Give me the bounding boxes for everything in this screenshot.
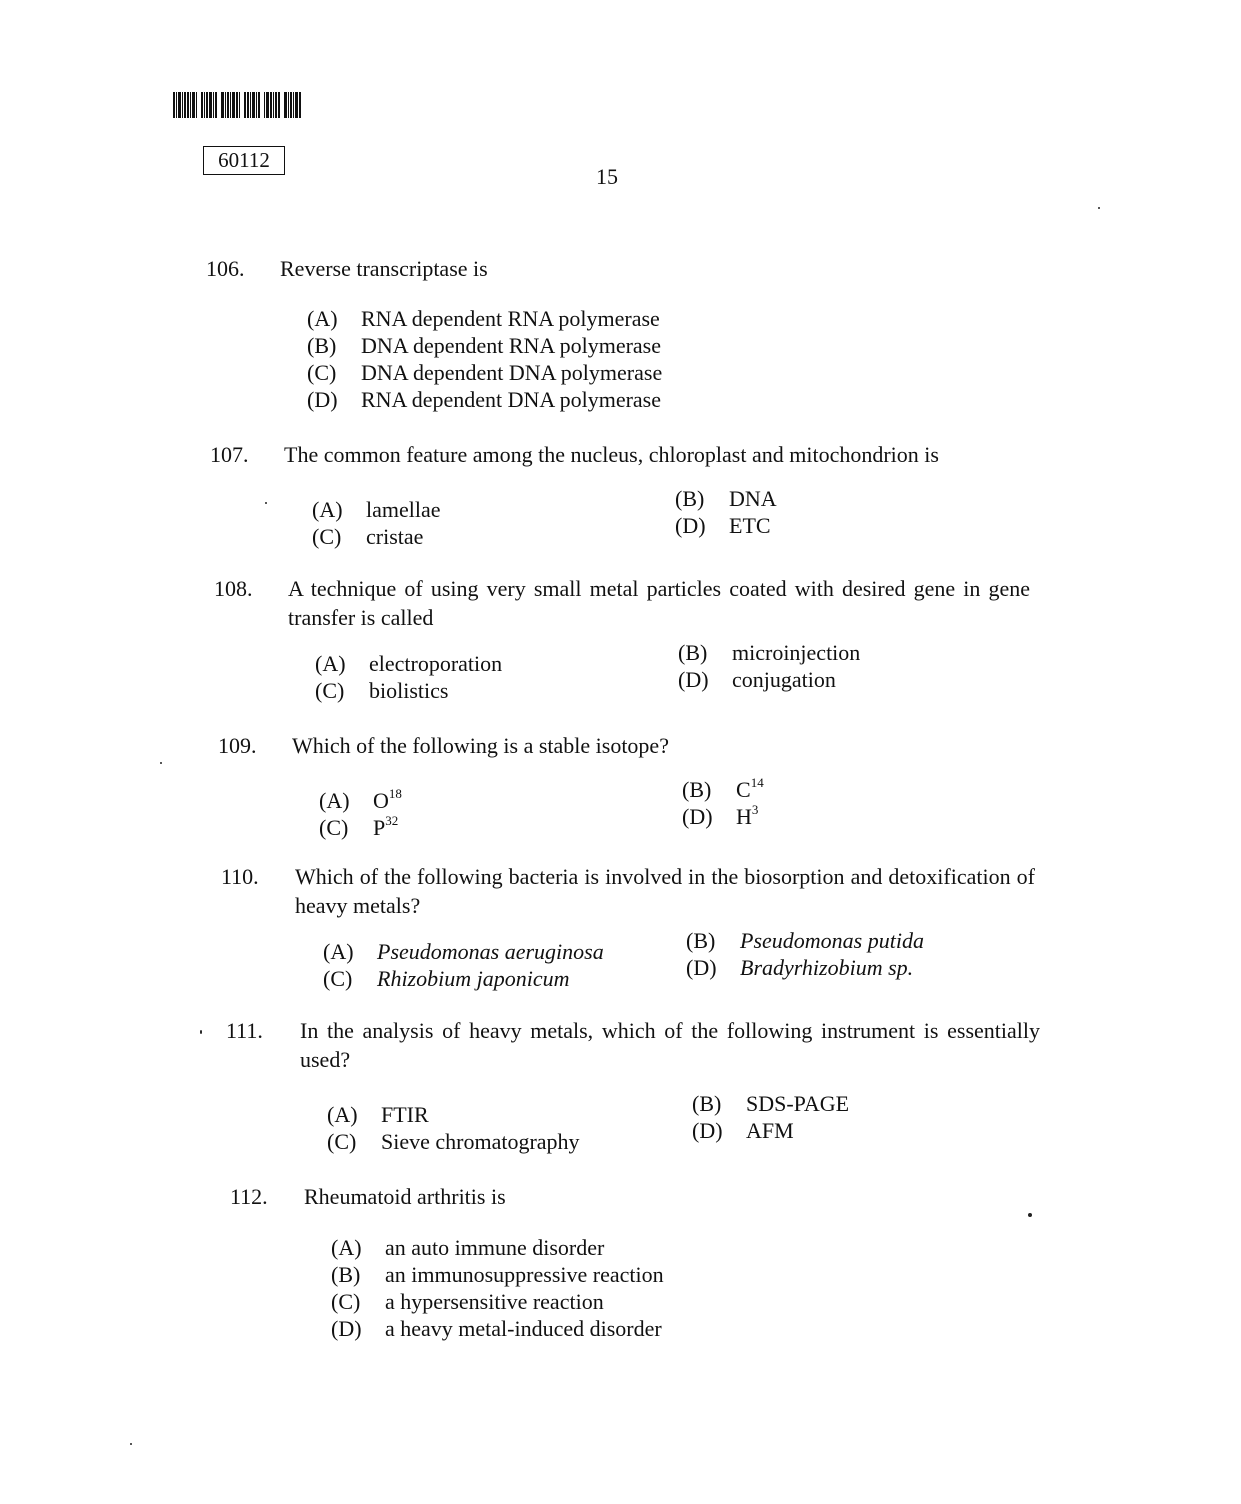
option-label: (D) — [331, 1316, 362, 1341]
option-text: a hypersensitive reaction — [385, 1289, 604, 1314]
option-112-a — [331, 1234, 604, 1261]
option-label: (D) — [692, 1118, 723, 1143]
option-111-b — [692, 1090, 849, 1117]
option-109-d — [682, 803, 758, 830]
question-number: 106. — [206, 256, 245, 281]
question-number: 110. — [221, 864, 259, 889]
option-110-d — [686, 954, 913, 981]
option-107-c — [312, 523, 423, 550]
option-label: (A) — [312, 497, 343, 522]
option-111-a — [327, 1101, 429, 1128]
question-number: 109. — [218, 733, 257, 758]
option-112-d — [331, 1315, 662, 1342]
option-text: H — [736, 804, 752, 829]
option-label: (D) — [682, 804, 713, 829]
option-label: (D) — [678, 667, 709, 692]
option-label: (A) — [315, 651, 346, 676]
isotope-mass-number: 14 — [750, 774, 764, 790]
option-106-b — [307, 332, 661, 359]
option-text: ETC — [729, 513, 771, 538]
option-label: (C) — [323, 966, 353, 991]
option-106-d — [307, 386, 661, 413]
option-text: a heavy metal-induced disorder — [385, 1316, 662, 1341]
question-number: 107. — [210, 442, 249, 467]
option-109-a — [319, 787, 402, 814]
option-text: lamellae — [366, 497, 441, 522]
option-label: (D) — [307, 387, 338, 412]
question-stem: Which of the following bacteria is involved in the biosorption and detoxification of heavy metals? — [295, 864, 1035, 918]
option-label: (B) — [682, 777, 712, 802]
option-108-b — [678, 639, 860, 666]
option-107-d — [675, 512, 771, 539]
question-stem: Reverse transcriptase is — [280, 256, 488, 281]
option-106-c — [307, 359, 662, 386]
question-stem: A technique of using very small metal particles coated with desired gene in gene transfer is called — [288, 576, 1030, 630]
isotope-mass-number: 18 — [388, 785, 402, 801]
option-text: conjugation — [732, 667, 836, 692]
option-text: C — [736, 777, 751, 802]
option-label: (B) — [307, 333, 337, 358]
option-108-d — [678, 666, 836, 693]
question-stem: Rheumatoid arthritis is — [304, 1184, 506, 1209]
option-110-a — [323, 938, 604, 965]
option-text: biolistics — [369, 678, 449, 703]
option-label: (A) — [327, 1102, 358, 1127]
option-109-b — [682, 776, 764, 803]
option-label: (D) — [675, 513, 706, 538]
option-label: (C) — [327, 1129, 357, 1154]
option-text: cristae — [366, 524, 424, 549]
scan-speck — [130, 1443, 132, 1445]
scan-speck — [200, 1030, 202, 1034]
option-text: RNA dependent RNA polymerase — [361, 306, 660, 331]
scan-speck — [160, 762, 162, 764]
option-text: O — [373, 788, 389, 813]
option-108-a — [315, 650, 502, 677]
option-label: (C) — [307, 360, 337, 385]
option-110-b — [686, 927, 924, 954]
option-text: Bradyrhizobium sp. — [740, 955, 914, 980]
option-112-c — [331, 1288, 604, 1315]
option-label: (B) — [675, 486, 705, 511]
question-number: 111. — [226, 1018, 263, 1043]
isotope-mass-number: 3 — [751, 801, 759, 817]
option-text: FTIR — [381, 1102, 429, 1127]
scan-speck — [1028, 1213, 1032, 1217]
option-text: Pseudomonas aeruginosa — [377, 939, 604, 964]
option-107-a — [312, 496, 441, 523]
isotope-mass-number: 32 — [385, 812, 399, 828]
option-text: an auto immune disorder — [385, 1235, 605, 1260]
option-text: Sieve chromatography — [381, 1129, 580, 1154]
booklet-code-box: 60112 — [203, 146, 285, 175]
question-number: 108. — [214, 576, 253, 601]
question-stem: Which of the following is a stable isotope? — [292, 733, 669, 758]
scan-speck — [1098, 207, 1100, 209]
option-label: (B) — [686, 928, 716, 953]
barcode — [173, 92, 331, 118]
option-text: DNA dependent RNA polymerase — [361, 333, 661, 358]
option-text: AFM — [746, 1118, 794, 1143]
option-text: Pseudomonas putida — [740, 928, 924, 953]
option-text: RNA dependent DNA polymerase — [361, 387, 661, 412]
option-label: (B) — [331, 1262, 361, 1287]
option-label: (D) — [686, 955, 717, 980]
option-109-c — [319, 814, 398, 841]
question-number: 112. — [230, 1184, 268, 1209]
option-label: (B) — [692, 1091, 722, 1116]
option-label: (C) — [319, 815, 349, 840]
option-label: (C) — [312, 524, 342, 549]
option-text: P — [373, 815, 386, 840]
option-text: DNA — [729, 486, 777, 511]
option-106-a — [307, 305, 660, 332]
option-text: SDS-PAGE — [746, 1091, 850, 1116]
option-text: DNA dependent DNA polymerase — [361, 360, 663, 385]
option-label: (C) — [315, 678, 345, 703]
option-label: (A) — [331, 1235, 362, 1260]
option-111-d — [692, 1117, 794, 1144]
option-text: Rhizobium japonicum — [377, 966, 570, 991]
question-stem: The common feature among the nucleus, chloroplast and mitochondrion is — [284, 442, 939, 467]
option-108-c — [315, 677, 448, 704]
page-number: 15 — [596, 164, 618, 189]
scan-speck — [265, 502, 267, 504]
option-label: (A) — [307, 306, 338, 331]
option-label: (B) — [678, 640, 708, 665]
option-label: (C) — [331, 1289, 361, 1314]
option-112-b — [331, 1261, 664, 1288]
option-label: (A) — [323, 939, 354, 964]
option-text: microinjection — [732, 640, 861, 665]
question-stem: In the analysis of heavy metals, which of the following instrument is essentially used? — [300, 1018, 1040, 1072]
option-111-c — [327, 1128, 580, 1155]
option-label: (A) — [319, 788, 350, 813]
option-text: electroporation — [369, 651, 503, 676]
option-107-b — [675, 485, 777, 512]
option-110-c — [323, 965, 570, 992]
option-text: an immunosuppressive reaction — [385, 1262, 664, 1287]
